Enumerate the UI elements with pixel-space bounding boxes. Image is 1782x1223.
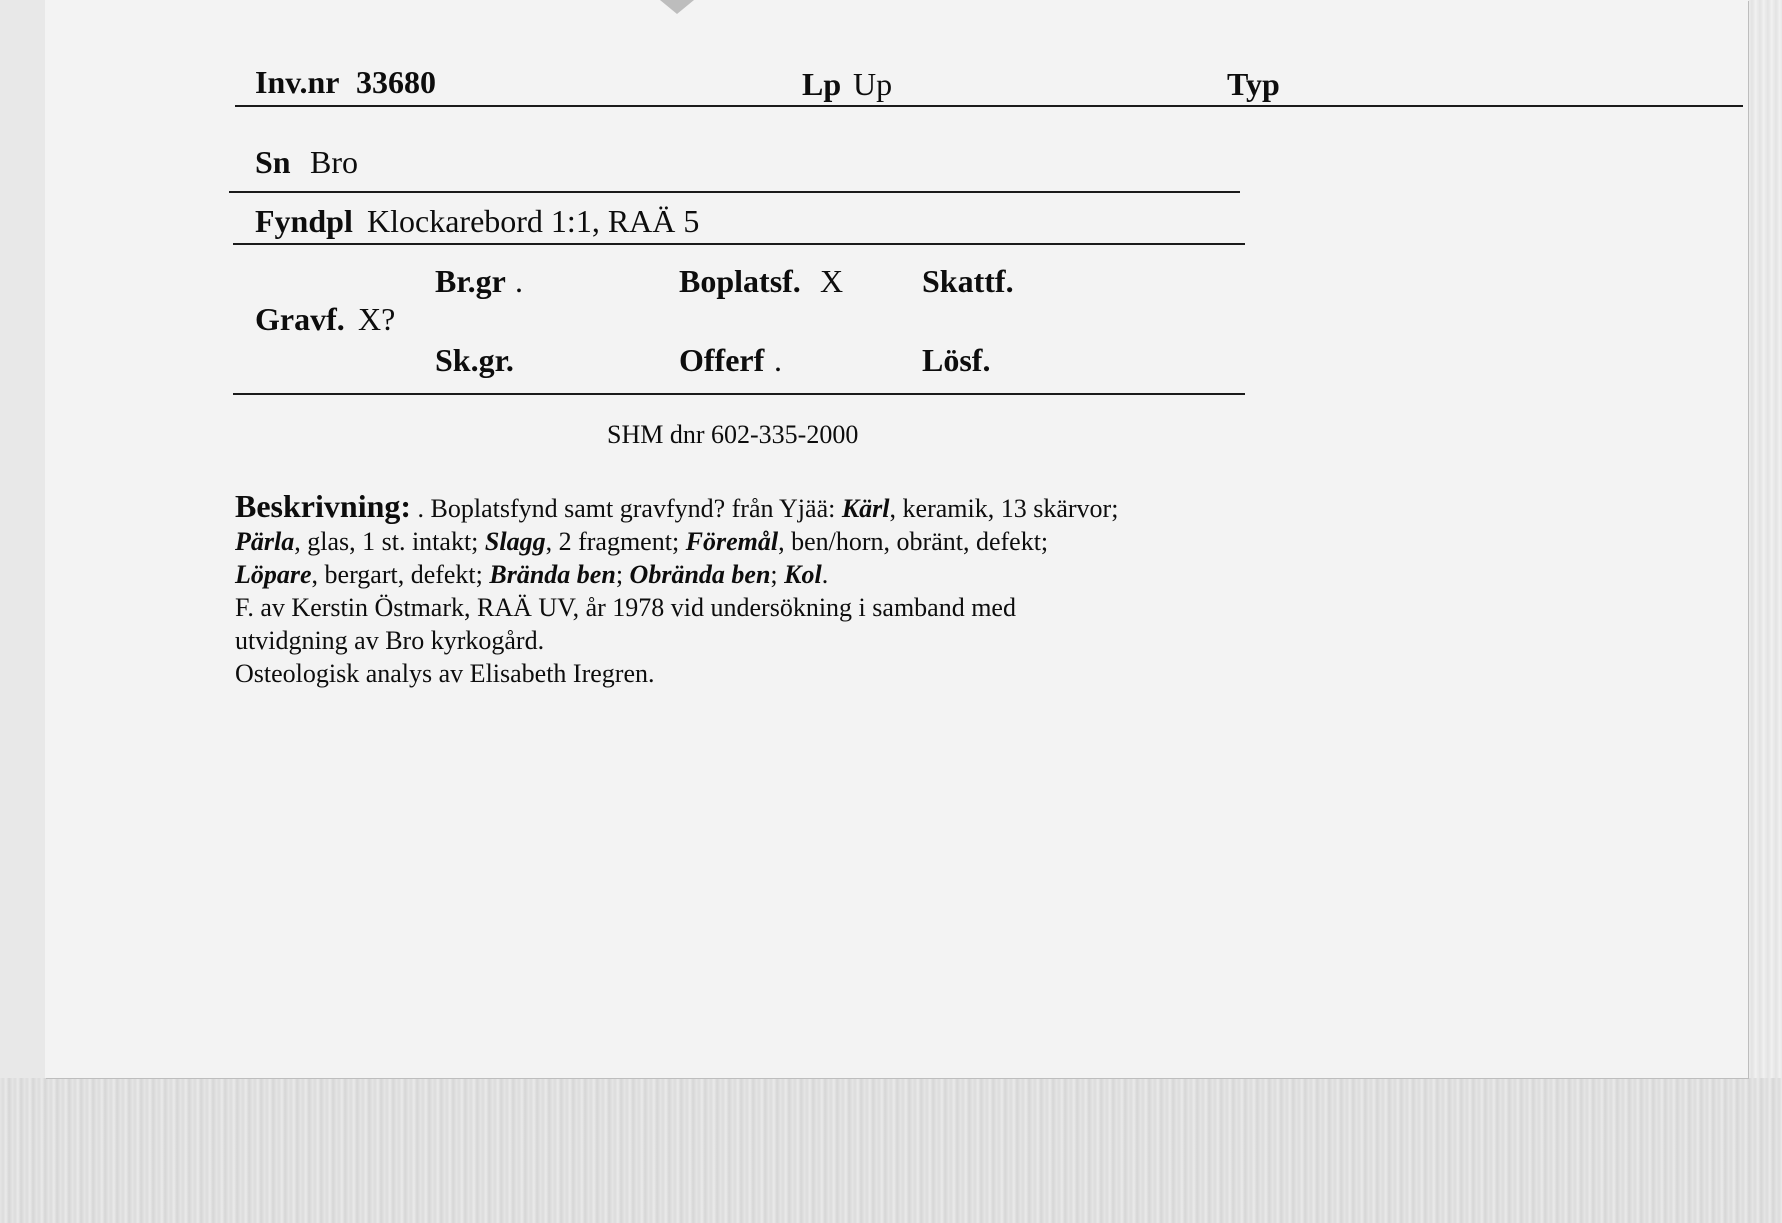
- description-block: [235, 490, 1235, 690]
- boplatsfynd-label: Boplatsf.: [679, 263, 801, 299]
- offerfynd-dot: .: [774, 342, 782, 378]
- losfynd-label: Lösf.: [922, 342, 991, 378]
- skelettgrav-label: Sk.gr.: [435, 342, 514, 378]
- gravfynd-label: Gravf.: [255, 301, 345, 337]
- categories-divider: [233, 393, 1245, 395]
- socken-divider: [229, 191, 1240, 193]
- offerfynd-label: Offerf: [679, 342, 765, 378]
- scan-background-bottom: [0, 1078, 1782, 1223]
- fyndplats-label: Fyndpl: [255, 203, 353, 239]
- boplatsfynd-value: X: [820, 263, 844, 299]
- socken-label: Sn: [255, 144, 291, 180]
- description-line-3: Löpare, bergart, defekt; Brända ben; Obrända ben; Kol.: [235, 560, 829, 589]
- description-line-6: Osteologisk analys av Elisabeth Iregren.: [235, 659, 655, 688]
- socken-value: Bro: [310, 144, 358, 180]
- skattfynd-label: Skattf.: [922, 263, 1014, 299]
- scan-background-right: [1748, 0, 1782, 1223]
- inv-nr-value: 33680: [356, 64, 436, 100]
- brandgrav-dot: .: [515, 263, 523, 299]
- inv-nr-label: Inv.nr: [255, 64, 340, 100]
- catalog-card: [45, 0, 1748, 1078]
- fyndplats-value: Klockarebord 1:1, RAÄ 5: [367, 203, 700, 239]
- lp-value: Up: [853, 66, 893, 102]
- description-label: Beskrivning:: [235, 488, 412, 524]
- typ-label: Typ: [1227, 66, 1280, 102]
- lp-label: Lp: [802, 66, 842, 102]
- gravfynd-value: X?: [358, 301, 396, 337]
- description-line-5: utvidgning av Bro kyrkogård.: [235, 626, 545, 655]
- shm-dnr: SHM dnr 602-335-2000: [607, 420, 859, 449]
- header-divider: [235, 105, 1743, 107]
- description-line-1: Beskrivning: . Boplatsfynd samt gravfynd? från Yjää: Kärl, keramik, 13 skärvor;: [235, 488, 1119, 524]
- fyndplats-divider: [233, 243, 1245, 245]
- description-line-2: Pärla, glas, 1 st. intakt; Slagg, 2 fragment; Föremål, ben/horn, obränt, defekt;: [235, 527, 1049, 556]
- card-notch: [660, 0, 694, 14]
- scan-background-left: [0, 0, 45, 1223]
- brandgrav-label: Br.gr: [435, 263, 506, 299]
- description-line-4: F. av Kerstin Östmark, RAÄ UV, år 1978 vid undersökning i samband med: [235, 593, 1016, 622]
